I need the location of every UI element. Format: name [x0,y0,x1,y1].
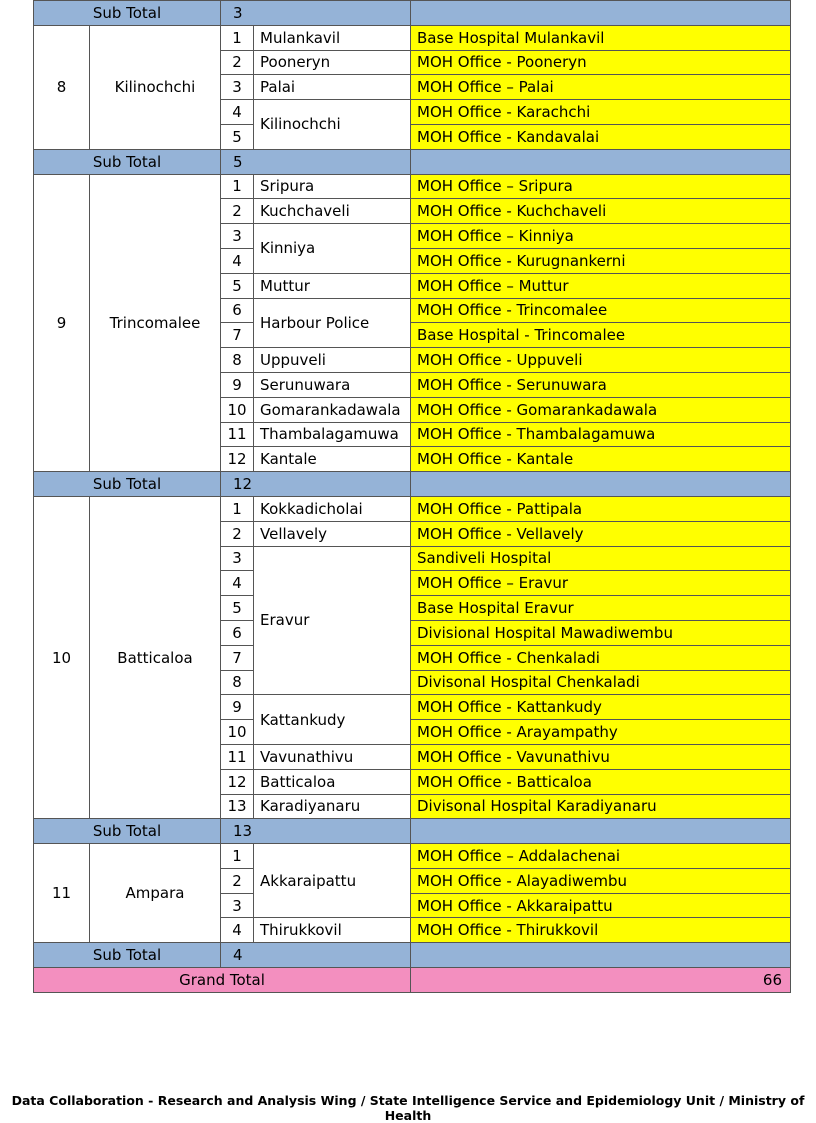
facility-name: MOH Office - Batticaloa [411,769,791,794]
area-name: Gomarankadawala [254,397,411,422]
facility-name: MOH Office - Karachchi [411,100,791,125]
facility-index: 2 [221,521,254,546]
facility-name: MOH Office - Uppuveli [411,348,791,373]
facility-name: Base Hospital Mulankavil [411,25,791,50]
area-name: Mulankavil [254,25,411,50]
table-row [34,496,791,521]
facility-name: MOH Office – Eravur [411,571,791,596]
area-name: Kattankudy [254,695,411,745]
facility-index: 12 [221,447,254,472]
facility-name: MOH Office - Pattipala [411,496,791,521]
area-name: Kuchchaveli [254,199,411,224]
facility-name: MOH Office - Kantale [411,447,791,472]
grand-total-row [34,968,791,993]
facility-name: Sandiveli Hospital [411,546,791,571]
table-row [34,25,791,50]
facility-index: 5 [221,124,254,149]
district-number: 9 [34,174,90,472]
facility-index: 4 [221,918,254,943]
subtotal-blank [411,472,791,497]
subtotal-count: 5 [221,149,411,174]
facility-name: Divisonal Hospital Chenkaladi [411,670,791,695]
area-name: Batticaloa [254,769,411,794]
facility-index: 6 [221,620,254,645]
facility-name: MOH Office - Thambalagamuwa [411,422,791,447]
area-name: Thirukkovil [254,918,411,943]
subtotal-blank [411,149,791,174]
facility-name: MOH Office - Vavunathivu [411,744,791,769]
facility-index: 2 [221,50,254,75]
facility-index: 9 [221,372,254,397]
subtotal-row [34,472,791,497]
subtotal-label: Sub Total [34,1,221,26]
facility-name: MOH Office - Arayampathy [411,720,791,745]
facility-index: 7 [221,323,254,348]
area-name: Kokkadicholai [254,496,411,521]
subtotal-label: Sub Total [34,819,221,844]
district-name: Batticaloa [90,496,221,818]
table-row [34,174,791,199]
facility-name: MOH Office - Pooneryn [411,50,791,75]
facility-name: MOH Office - Trincomalee [411,298,791,323]
district-number: 10 [34,496,90,818]
facility-index: 3 [221,224,254,249]
facility-index: 1 [221,496,254,521]
facility-name: MOH Office - Serunuwara [411,372,791,397]
facility-name: MOH Office - Kandavalai [411,124,791,149]
facility-index: 1 [221,174,254,199]
facility-index: 3 [221,546,254,571]
subtotal-blank [411,1,791,26]
facility-name: Base Hospital - Trincomalee [411,323,791,348]
subtotal-row [34,149,791,174]
area-name: Vavunathivu [254,744,411,769]
area-name: Serunuwara [254,372,411,397]
district-name: Kilinochchi [90,25,221,149]
area-name: Akkaraipattu [254,844,411,918]
facility-name: MOH Office - Vellavely [411,521,791,546]
facility-index: 11 [221,744,254,769]
subtotal-blank [411,943,791,968]
facility-index: 1 [221,25,254,50]
subtotal-row [34,943,791,968]
facility-index: 8 [221,670,254,695]
facility-index: 3 [221,893,254,918]
facility-index: 2 [221,199,254,224]
area-name: Kilinochchi [254,100,411,150]
facility-index: 6 [221,298,254,323]
table-body [34,1,791,993]
area-name: Pooneryn [254,50,411,75]
facility-name: Base Hospital Eravur [411,596,791,621]
area-name: Thambalagamuwa [254,422,411,447]
facility-name: MOH Office – Kinniya [411,224,791,249]
facility-index: 10 [221,397,254,422]
subtotal-count: 13 [221,819,411,844]
facility-index: 4 [221,248,254,273]
facility-name: MOH Office – Muttur [411,273,791,298]
area-name: Eravur [254,546,411,695]
area-name: Harbour Police [254,298,411,348]
subtotal-label: Sub Total [34,943,221,968]
page-footer: Data Collaboration - Research and Analysis Wing / State Intelligence Service and Epidemiology Unit / Ministry of Health [11,1093,805,1123]
facility-name: MOH Office - Chenkaladi [411,645,791,670]
facility-name: MOH Office - Akkaraipattu [411,893,791,918]
area-name: Karadiyanaru [254,794,411,819]
facility-name: MOH Office - Thirukkovil [411,918,791,943]
facility-index: 7 [221,645,254,670]
district-name: Trincomalee [90,174,221,472]
subtotal-label: Sub Total [34,149,221,174]
facility-name: MOH Office - Alayadiwembu [411,868,791,893]
facility-index: 1 [221,844,254,869]
subtotal-count: 3 [221,1,411,26]
facility-name: MOH Office – Addalachenai [411,844,791,869]
facility-index: 11 [221,422,254,447]
district-number: 8 [34,25,90,149]
area-name: Muttur [254,273,411,298]
subtotal-blank [411,819,791,844]
facility-index: 4 [221,100,254,125]
facility-index: 9 [221,695,254,720]
facility-index: 13 [221,794,254,819]
area-name: Sripura [254,174,411,199]
facility-index: 4 [221,571,254,596]
area-name: Kinniya [254,224,411,274]
subtotal-row [34,1,791,26]
facility-index: 12 [221,769,254,794]
facility-name: MOH Office - Kuchchaveli [411,199,791,224]
facility-name: MOH Office – Sripura [411,174,791,199]
district-number: 11 [34,844,90,943]
facility-index: 3 [221,75,254,100]
facility-name: MOH Office - Kurugnankerni [411,248,791,273]
facility-index: 5 [221,596,254,621]
subtotal-count: 4 [221,943,411,968]
grand-total-value: 66 [411,968,791,993]
area-name: Vellavely [254,521,411,546]
facility-index: 2 [221,868,254,893]
grand-total-label: Grand Total [34,968,411,993]
table-row [34,844,791,869]
subtotal-row [34,819,791,844]
facility-index: 10 [221,720,254,745]
subtotal-label: Sub Total [34,472,221,497]
subtotal-count: 12 [221,472,411,497]
facility-index: 8 [221,348,254,373]
facility-name: MOH Office - Kattankudy [411,695,791,720]
facility-table [33,0,791,993]
area-name: Palai [254,75,411,100]
facility-index: 5 [221,273,254,298]
facility-name: Divisonal Hospital Karadiyanaru [411,794,791,819]
facility-name: MOH Office - Gomarankadawala [411,397,791,422]
area-name: Kantale [254,447,411,472]
facility-name: MOH Office – Palai [411,75,791,100]
district-name: Ampara [90,844,221,943]
area-name: Uppuveli [254,348,411,373]
facility-name: Divisional Hospital Mawadiwembu [411,620,791,645]
